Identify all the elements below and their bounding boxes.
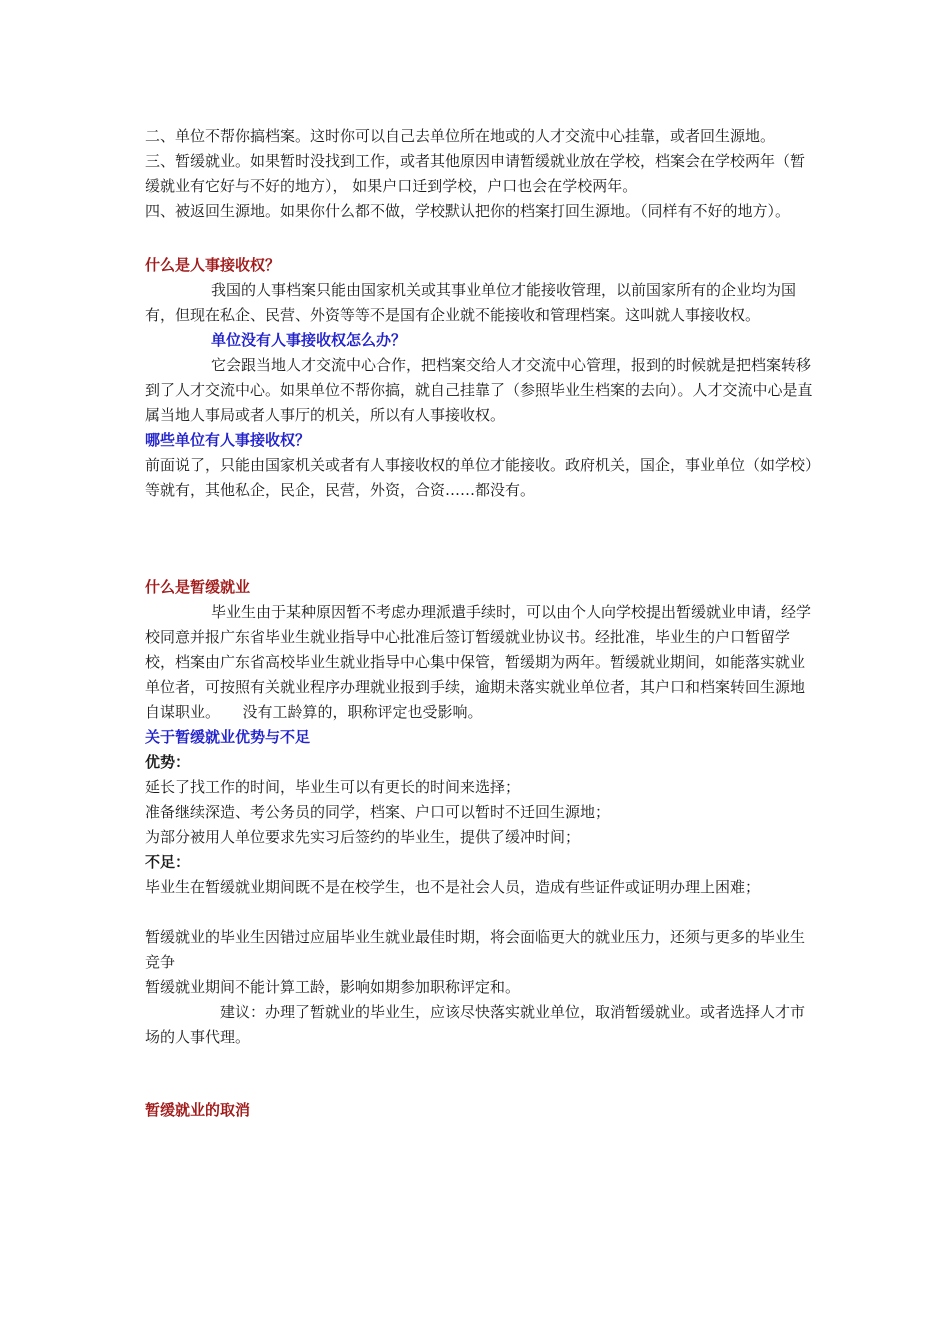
intro-item-2: 二、单位不帮你搞档案。这时你可以自己去单位所在地或的人才交流中心挂靠，或者回生源地。 [145,127,776,145]
deferred-employment-paragraph: 毕业生由于某种原因暂不考虑办理派遣手续时，可以由个人向学校提出暂缓就业申请，经学校同意并报广东省毕业生就业指导中心批准后签订暂缓就业协议书。经批准，毕业生的户口暂留学校，档案由广东省高校毕业生就业指导中心集中保管，暂缓期为两年。暂缓就业期间，如能落实就业单位者，可按照有关就业程序办理就业报到手续，逾期未落实就业单位者，其户口和档案转回生源地自谋职业。 没有工龄算的，职称评定也受影响。 [145,603,812,721]
document-page [145,124,815,1123]
answer-no-right: 它会跟当地人才交流中心合作，把档案交给人才交流中心管理，报到的时候就是把档案转移到了人才交流中心。如果单位不帮你搞，就自己挂靠了（参照毕业生档案的去向）。人才交流中心是直属当地人事局或者人事厅的机关，所以有人事接收权。 [145,356,813,424]
disadvantage-item: 暂缓就业的毕业生因错过应届毕业生就业最佳时期，将会面临更大的就业压力，还须与更多的毕业生竞争 [145,928,806,971]
advantage-item: 为部分被用人单位要求先实习后签约的毕业生，提供了缓冲时间； [145,828,581,846]
subheading-pros-cons: 关于暂缓就业优势与不足 [145,728,311,746]
question-no-right: 单位没有人事接收权怎么办？ [211,331,407,349]
heading-cancel-deferral: 暂缓就业的取消 [145,1101,251,1119]
advantage-item: 准备继续深造、考公务员的同学，档案、户口可以暂时不迁回生源地； [145,803,611,821]
advice-paragraph: 建议：办理了暂就业的毕业生，应该尽快落实就业单位，取消暂缓就业。或者选择人才市场的人事代理。 [145,1003,806,1046]
answer-which-units: 前面说了，只能由国家机关或者有人事接收权的单位才能接收。政府机关，国企，事业单位（如学校）等就有，其他私企，民企，民营，外资，合资……都没有。 [145,456,813,499]
intro-item-3: 三、暂缓就业。如果暂时没找到工作，或者其他原因申请暂缓就业放在学校，档案会在学校两年（暂缓就业有它好与不好的地方）， 如果户口迁到学校，户口也会在学校两年。 [145,152,806,195]
blank-line [145,900,815,925]
disadvantages-label: 不足： [145,853,191,871]
advantage-item: 延长了找工作的时间，毕业生可以有更长的时间来选择； [145,778,521,796]
heading-personnel-right: 什么是人事接收权？ [145,256,281,274]
question-which-units: 哪些单位有人事接收权？ [145,431,311,449]
advantages-label: 优势： [145,753,191,771]
intro-item-4: 四、被返回生源地。如果你什么都不做，学校默认把你的档案打回生源地。（同样有不好的地方）。 [145,202,791,220]
heading-deferred-employment: 什么是暂缓就业 [145,578,251,596]
disadvantage-item: 暂缓就业期间不能计算工龄，影响如期参加职称评定和。 [145,978,521,996]
disadvantage-item: 毕业生在暂缓就业期间既不是在校学生，也不是社会人员，造成有些证件或证明办理上困难； [145,878,761,896]
personnel-right-paragraph: 我国的人事档案只能由国家机关或其事业单位才能接收管理，以前国家所有的企业均为国有，但现在私企、民营、外资等等不是国有企业就不能接收和管理档案。这叫就人事接收权。 [145,281,797,324]
